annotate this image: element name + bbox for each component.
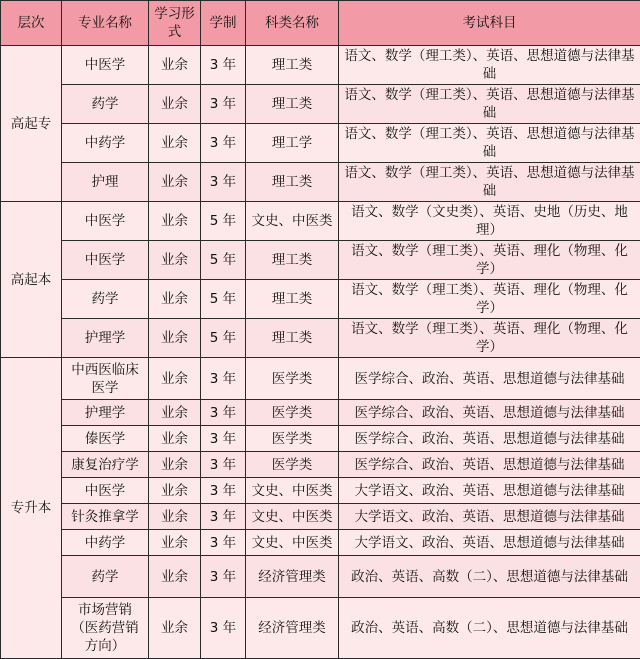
study-form-cell: 业余 <box>149 202 201 241</box>
study-form-cell: 业余 <box>149 478 201 504</box>
category-cell: 理工学 <box>246 124 339 163</box>
header-duration: 学制 <box>201 1 246 46</box>
duration-cell: 3 年 <box>201 124 246 163</box>
major-cell: 药学 <box>62 85 149 124</box>
duration-cell: 3 年 <box>201 478 246 504</box>
duration-cell: 3 年 <box>201 598 246 659</box>
duration-cell: 3 年 <box>201 530 246 556</box>
header-row <box>1 1 640 46</box>
table-row <box>1 202 640 241</box>
table-row <box>1 163 640 202</box>
header-level: 层次 <box>1 1 62 46</box>
category-cell: 理工类 <box>246 280 339 319</box>
study-form-cell: 业余 <box>149 163 201 202</box>
exam-subjects-cell: 大学语文、政治、英语、思想道德与法律基础 <box>339 478 640 504</box>
table-row <box>1 358 640 400</box>
exam-subjects-cell: 医学综合、政治、英语、思想道德与法律基础 <box>339 358 640 400</box>
table-row <box>1 452 640 478</box>
major-cell: 中西医临床医学 <box>62 358 149 400</box>
exam-subjects-cell: 医学综合、政治、英语、思想道德与法律基础 <box>339 426 640 452</box>
study-form-cell: 业余 <box>149 598 201 659</box>
exam-subjects-cell: 政治、英语、高数（二）、思想道德与法律基础 <box>339 598 640 659</box>
major-cell: 中药学 <box>62 124 149 163</box>
major-cell: 傣医学 <box>62 426 149 452</box>
duration-cell: 5 年 <box>201 319 246 358</box>
category-cell: 文史、中医类 <box>246 478 339 504</box>
category-cell: 理工类 <box>246 241 339 280</box>
duration-cell: 3 年 <box>201 163 246 202</box>
category-cell: 经济管理类 <box>246 556 339 598</box>
header-category: 科类名称 <box>246 1 339 46</box>
study-form-cell: 业余 <box>149 46 201 85</box>
category-cell: 理工类 <box>246 163 339 202</box>
header-major: 专业名称 <box>62 1 149 46</box>
major-cell: 中医学 <box>62 241 149 280</box>
table-row <box>1 241 640 280</box>
study-form-cell: 业余 <box>149 530 201 556</box>
category-cell: 医学类 <box>246 400 339 426</box>
exam-subjects-cell: 医学综合、政治、英语、思想道德与法律基础 <box>339 452 640 478</box>
table-row <box>1 400 640 426</box>
category-cell: 文史、中医类 <box>246 530 339 556</box>
level-cell: 高起专 <box>1 46 62 202</box>
duration-cell: 3 年 <box>201 46 246 85</box>
major-cell: 中医学 <box>62 46 149 85</box>
study-form-cell: 业余 <box>149 400 201 426</box>
exam-subjects-cell: 语文、数学（理工类）、英语、理化（物理、化学） <box>339 241 640 280</box>
study-form-cell: 业余 <box>149 85 201 124</box>
table-row <box>1 319 640 358</box>
study-form-cell: 业余 <box>149 358 201 400</box>
exam-subjects-cell: 语文、数学（理工类）、英语、理化（物理、化学） <box>339 319 640 358</box>
header-study-form: 学习形式 <box>149 1 201 46</box>
study-form-cell: 业余 <box>149 556 201 598</box>
table-row <box>1 530 640 556</box>
category-cell: 理工类 <box>246 85 339 124</box>
study-form-cell: 业余 <box>149 504 201 530</box>
study-form-cell: 业余 <box>149 452 201 478</box>
major-cell: 中医学 <box>62 478 149 504</box>
category-cell: 文史、中医类 <box>246 202 339 241</box>
exam-subjects-cell: 语文、数学（理工类）、英语、思想道德与法律基础 <box>339 124 640 163</box>
category-cell: 理工类 <box>246 46 339 85</box>
study-form-cell: 业余 <box>149 241 201 280</box>
category-cell: 医学类 <box>246 452 339 478</box>
major-cell: 中医学 <box>62 202 149 241</box>
exam-subjects-cell: 语文、数学（文史类）、英语、史地（历史、地理） <box>339 202 640 241</box>
header-exam-subjects: 考试科目 <box>339 1 640 46</box>
study-form-cell: 业余 <box>149 319 201 358</box>
major-cell: 市场营销（医药营销方向） <box>62 598 149 659</box>
table-row <box>1 426 640 452</box>
duration-cell: 3 年 <box>201 556 246 598</box>
exam-subjects-cell: 语文、数学（理工类）、英语、思想道德与法律基础 <box>339 46 640 85</box>
duration-cell: 5 年 <box>201 202 246 241</box>
exam-subjects-cell: 大学语文、政治、英语、思想道德与法律基础 <box>339 530 640 556</box>
table-body <box>1 46 640 659</box>
duration-cell: 5 年 <box>201 241 246 280</box>
duration-cell: 3 年 <box>201 504 246 530</box>
major-cell: 针灸推拿学 <box>62 504 149 530</box>
level-cell: 专升本 <box>1 358 62 659</box>
duration-cell: 3 年 <box>201 452 246 478</box>
table-row <box>1 280 640 319</box>
study-form-cell: 业余 <box>149 280 201 319</box>
exam-subjects-cell: 政治、英语、高数（二）、思想道德与法律基础 <box>339 556 640 598</box>
table-row <box>1 124 640 163</box>
duration-cell: 3 年 <box>201 358 246 400</box>
major-cell: 药学 <box>62 280 149 319</box>
duration-cell: 5 年 <box>201 280 246 319</box>
study-form-cell: 业余 <box>149 426 201 452</box>
table-row <box>1 556 640 598</box>
duration-cell: 3 年 <box>201 400 246 426</box>
major-cell: 护理学 <box>62 319 149 358</box>
category-cell: 文史、中医类 <box>246 504 339 530</box>
category-cell: 医学类 <box>246 358 339 400</box>
duration-cell: 3 年 <box>201 85 246 124</box>
major-cell: 中药学 <box>62 530 149 556</box>
category-cell: 理工类 <box>246 319 339 358</box>
category-cell: 医学类 <box>246 426 339 452</box>
category-cell: 经济管理类 <box>246 598 339 659</box>
major-cell: 康复治疗学 <box>62 452 149 478</box>
major-cell: 护理 <box>62 163 149 202</box>
table-row <box>1 46 640 85</box>
duration-cell: 3 年 <box>201 426 246 452</box>
table-row <box>1 504 640 530</box>
major-cell: 药学 <box>62 556 149 598</box>
table-row <box>1 478 640 504</box>
exam-subjects-cell: 医学综合、政治、英语、思想道德与法律基础 <box>339 400 640 426</box>
table-row <box>1 85 640 124</box>
study-form-cell: 业余 <box>149 124 201 163</box>
exam-subjects-cell: 大学语文、政治、英语、思想道德与法律基础 <box>339 504 640 530</box>
exam-subjects-cell: 语文、数学（理工类）、英语、思想道德与法律基础 <box>339 163 640 202</box>
exam-subjects-cell: 语文、数学（理工类）、英语、思想道德与法律基础 <box>339 85 640 124</box>
major-cell: 护理学 <box>62 400 149 426</box>
level-cell: 高起本 <box>1 202 62 358</box>
exam-subjects-cell: 语文、数学（理工类）、英语、理化（物理、化学） <box>339 280 640 319</box>
table-row <box>1 598 640 659</box>
